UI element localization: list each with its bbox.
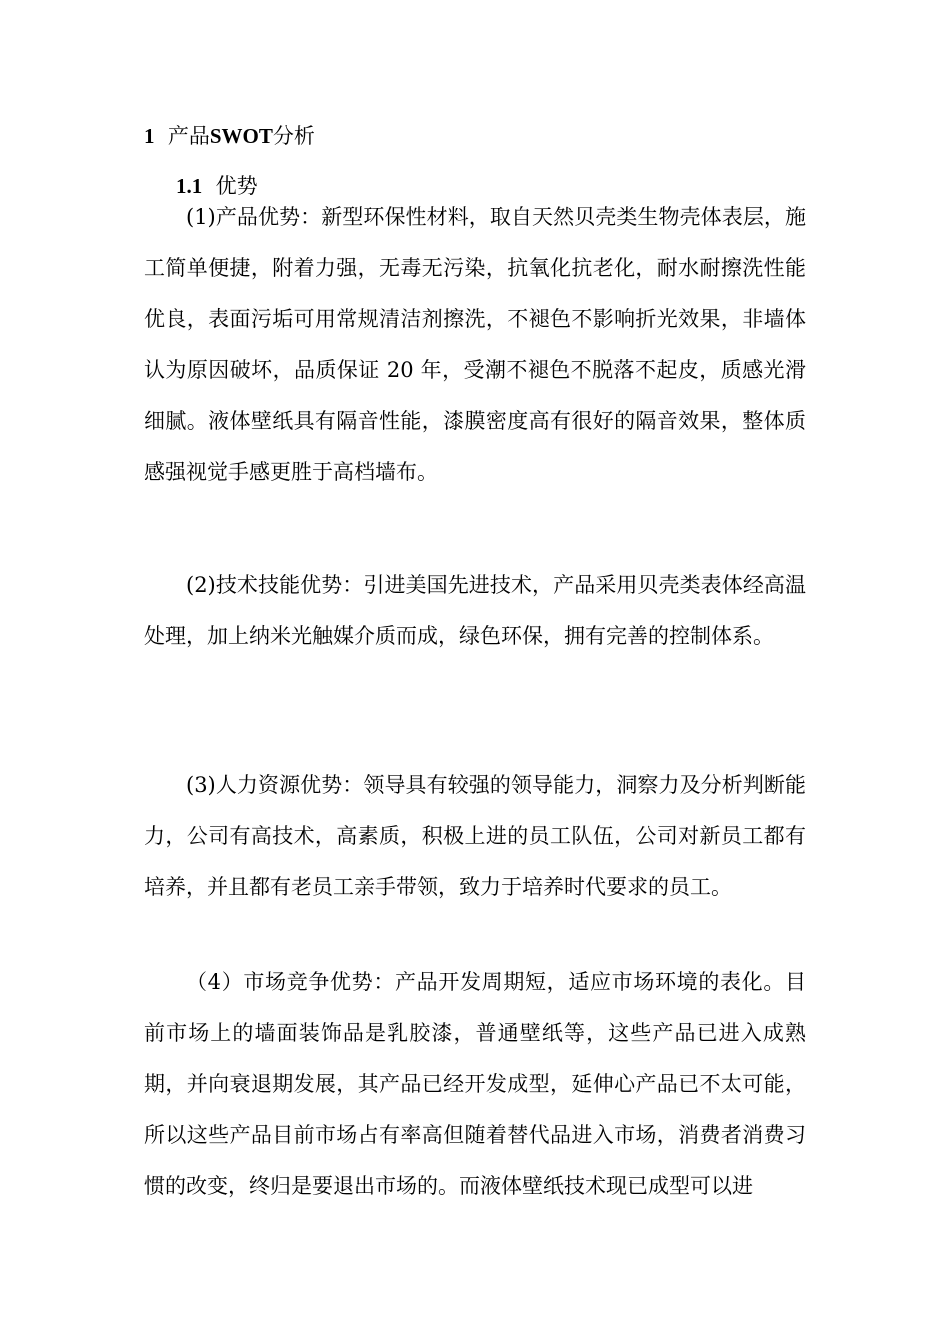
section-title-part-b: 分析 xyxy=(272,124,315,148)
subsection-title: 优势 xyxy=(215,174,258,198)
paragraph-human-resource-advantage: (3)人力资源优势：领导具有较强的领导能力，洞察力及分析判断能力，公司有高技术，高素质，积极上进的员工队伍，公司对新员工都有培养，并且都有老员工亲手带领，致力于培养时代要求的员工。 xyxy=(144,773,806,899)
section-number: 1 xyxy=(144,124,155,148)
section-title-bold-word: SWOT xyxy=(209,124,273,148)
section-heading xyxy=(144,120,315,152)
subsection-number: 1.1 xyxy=(176,174,203,198)
paragraph-market-competition-advantage: （4）市场竞争优势：产品开发周期短，适应市场环境的表化。目前市场上的墙面装饰品是乳胶漆，普通壁纸等，这些产品已进入成熟期，并向衰退期发展，其产品已经开发成型，延伸心产品已不太可能，所以这些产品目前市场占有率高但随着替代品进入市场，消费者消费习惯的改变，终归是要退出市场的。而液体壁纸技术现已成型可以进 xyxy=(144,970,806,1198)
paragraph-product-advantage: (1)产品优势：新型环保性材料，取自天然贝壳类生物壳体表层，施工简单便捷，附着力强，无毒无污染，抗氧化抗老化，耐水耐擦洗性能优良，表面污垢可用常规清洁剂擦洗，不褪色不影响折光效果，非墙体认为原因破坏，品质保证 20 年，受潮不褪色不脱落不起皮，质感光滑细腻。液体壁纸具有隔音性能，漆膜密度高有很好的隔音效果，整体质感强视觉手感更胜于高档墙布。 xyxy=(144,205,806,484)
section-title-part-a: 产品 xyxy=(167,124,210,148)
paragraph-technical-advantage: (2)技术技能优势：引进美国先进技术，产品采用贝壳类表体经高温处理，加上纳米光触媒介质而成，绿色环保，拥有完善的控制体系。 xyxy=(144,573,806,648)
